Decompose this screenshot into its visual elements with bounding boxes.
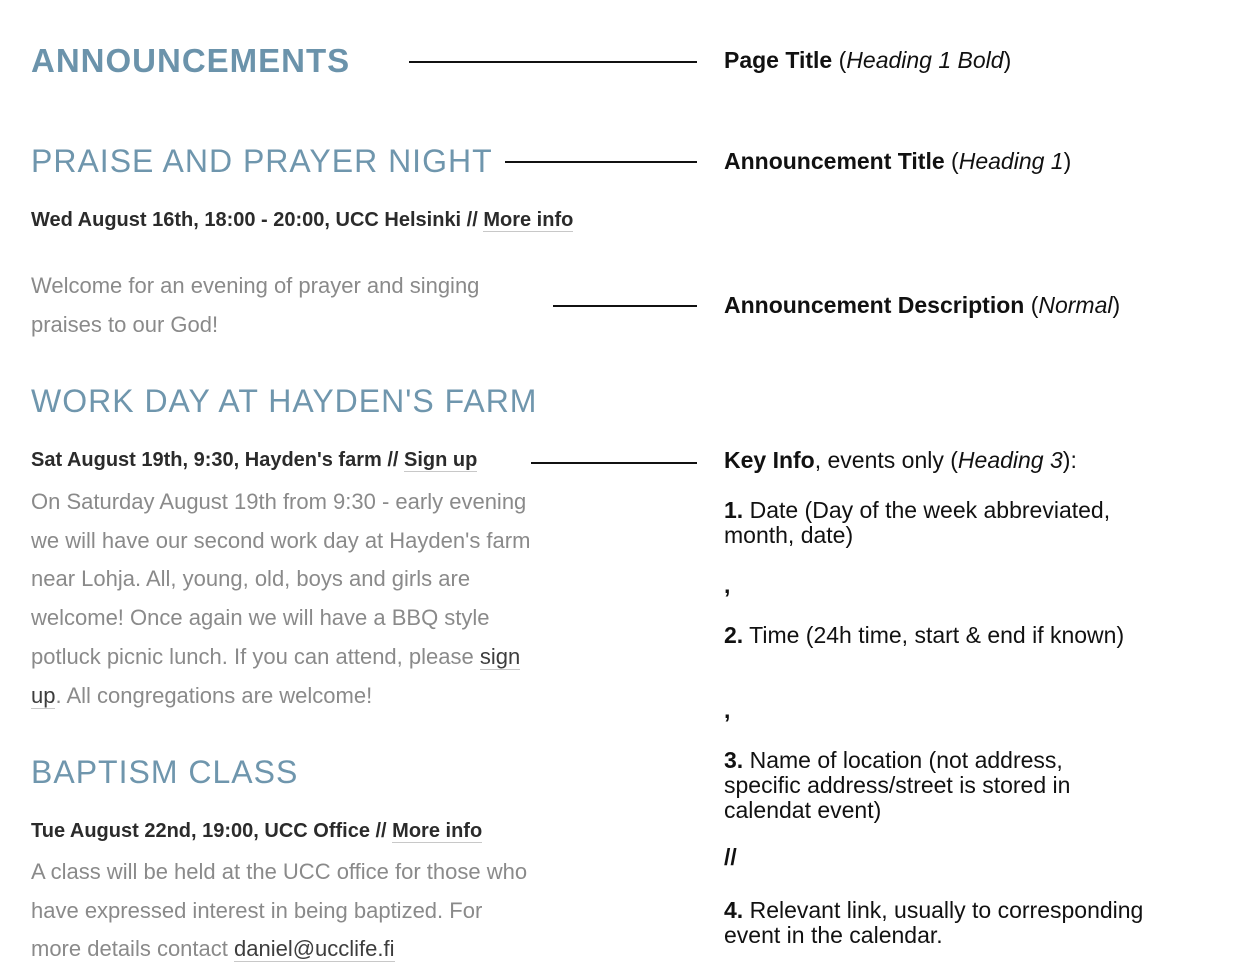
item-text: Time (24h time, start & end if known) (743, 622, 1125, 648)
separator: , (724, 572, 731, 598)
email-link[interactable]: daniel@ucclife.fi (233, 936, 395, 962)
description-text: more details contact (31, 936, 234, 962)
announcement-key-info (31, 208, 591, 233)
note-label: Announcement Description (724, 292, 1025, 318)
note-close: ) (1112, 292, 1121, 318)
description-text: . All congregations are welcome! (55, 682, 373, 708)
note-label: Key Info (724, 447, 815, 473)
announcement-title: WORK DAY AT HAYDEN'S FARM (31, 383, 538, 419)
note-announcement-description (724, 293, 1120, 318)
note-label: Page Title (724, 47, 833, 73)
key-info-item (724, 623, 1144, 648)
connector-line (531, 462, 697, 464)
connector-line (409, 61, 697, 63)
note-mid: , events only ( (814, 447, 958, 473)
sign-up-inline-link[interactable]: sign (479, 643, 521, 669)
sign-up-link[interactable]: Sign up (404, 449, 478, 471)
connector-line (553, 305, 697, 307)
note-style: Heading 1 (958, 148, 1064, 174)
note-page-title (724, 48, 1011, 73)
key-info-text: Wed August 16th, 18:00 - 20:00, UCC Helsinki // (31, 209, 484, 231)
announcement-description (31, 267, 591, 344)
note-style: Normal (1038, 292, 1113, 318)
description-line: we will have our second work day at Hayden's farm (31, 527, 531, 553)
note-announcement-title (724, 149, 1071, 174)
note-key-info (724, 448, 1077, 473)
note-style: Heading 3 (957, 447, 1063, 473)
description-line (31, 677, 611, 716)
note-open: ( (1024, 292, 1039, 318)
description-line: Welcome for an evening of prayer and singing (31, 273, 480, 298)
item-number: 3. (724, 747, 744, 773)
sign-up-inline-link[interactable]: up (31, 682, 56, 708)
separator: , (724, 697, 731, 723)
key-info-text: Sat August 19th, 9:30, Hayden's farm // (31, 449, 405, 471)
description-line: welcome! Once again we will have a BBQ style (31, 605, 490, 631)
description-line (31, 930, 611, 969)
note-style: Heading 1 Bold (846, 47, 1004, 73)
key-info-text: Tue August 22nd, 19:00, UCC Office // (31, 820, 393, 842)
note-open: ( (832, 47, 847, 73)
note-close: ): (1062, 447, 1077, 473)
more-info-link[interactable]: More info (392, 820, 483, 842)
item-text: Date (Day of the week abbreviated, month, date) (724, 497, 1111, 548)
item-number: 1. (724, 497, 744, 523)
note-close: ) (1003, 47, 1012, 73)
key-info-item (724, 498, 1144, 548)
more-info-link[interactable]: More info (483, 209, 574, 231)
note-open: ( (944, 148, 959, 174)
description-line: near Lohja. All, young, old, boys and girls are (31, 566, 471, 592)
item-number: 2. (724, 622, 744, 648)
announcement-description (31, 483, 611, 715)
announcement-title: PRAISE AND PRAYER NIGHT (31, 143, 493, 179)
key-info-item (724, 748, 1144, 823)
description-line: praises to our God! (31, 311, 219, 337)
page-title: ANNOUNCEMENTS (31, 42, 351, 79)
item-text: Name of location (not address, specific address/street is stored in calendat event) (724, 747, 1071, 823)
note-label: Announcement Title (724, 148, 945, 174)
note-close: ) (1063, 148, 1072, 174)
item-text: Relevant link, usually to corresponding event in the calendar. (724, 897, 1144, 948)
key-info-item (724, 898, 1144, 948)
description-line: On Saturday August 19th from 9:30 - early evening (31, 489, 527, 514)
announcement-description (31, 853, 611, 969)
announcement-key-info (31, 448, 591, 473)
description-line (31, 638, 611, 677)
announcement-title: BAPTISM CLASS (31, 754, 299, 790)
item-number: 4. (724, 897, 744, 923)
description-line: have expressed interest in being baptized. For (31, 897, 483, 923)
connector-line (505, 161, 697, 163)
separator: // (724, 844, 737, 870)
description-text: potluck picnic lunch. If you can attend, please (31, 643, 480, 669)
description-line: A class will be held at the UCC office for those who (31, 859, 528, 884)
announcement-key-info (31, 819, 591, 844)
